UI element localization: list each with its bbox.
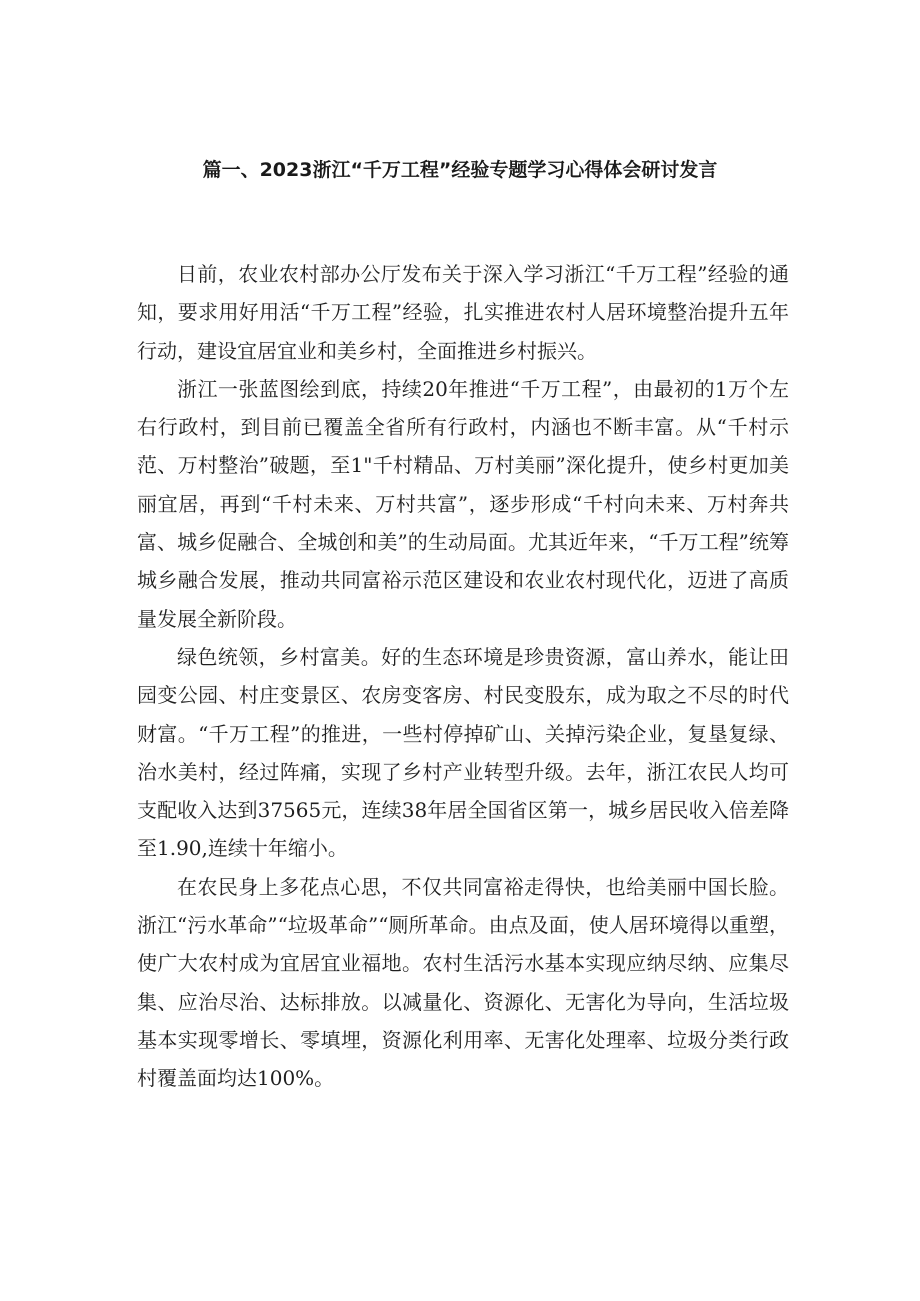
document-title: 篇一、2023浙江“千万工程”经验专题学习心得体会研讨发言 (202, 159, 718, 181)
paragraph-notice: 日前，农业农村部办公厅发布关于深入学习浙江“千万工程”经验的通知，要求用好用活“千万工程”经验，扎实推进农村人居环境整治提升五年行动，建设宜居宜业和美乡村，全面推进乡村振兴。 (137, 262, 789, 363)
paragraph-green-leadership: 绿色统领，乡村富美。好的生态环境是珍贵资源，富山养水，能让田园变公园、村庄变景区、农房变客房、村民变股东，成为取之不尽的时代财富。“千万工程”的推进，一些村停掉矿山、关掉污染企业，复垦复绿、治水美村，经过阵痛，实现了乡村产业转型升级。去年，浙江农民人均可支配收入达到37565元，连续38年居全国省区第一，城乡居民收入倍差降至1.90,连续十年缩小。 (137, 644, 789, 861)
paragraph-farmers: 在农民身上多花点心思，不仅共同富裕走得快，也给美丽中国长脸。浙江“污水革命”“垃圾革命”“厕所革命。由点及面，使人居环境得以重塑，使广大农村成为宜居宜业福地。农村生活污水基本实现应纳尽纳、应集尽集、应治尽治、达标排放。以减量化、资源化、无害化为导向，生活垃圾基本实现零增长、零填埋，资源化利用率、无害化处理率、垃圾分类行政村覆盖面均达100%。 (137, 874, 789, 1091)
document-body (137, 255, 789, 1098)
paragraph-blueprint: 浙江一张蓝图绘到底，持续20年推进“千万工程”，由最初的1万个左右行政村，到目前已覆盖全省所有行政村，内涵也不断丰富。从“千村示范、万村整治”破题，至1"千村精品、万村美丽”深化提升，使乡村更加美丽宜居，再到“千村未来、万村共富”，逐步形成“千村向未来、万村奔共富、城乡促融合、全城创和美”的生动局面。尤其近年来，“千万工程”统筹城乡融合发展，推动共同富裕示范区建设和农业农村现代化，迈进了高质量发展全新阶段。 (137, 376, 789, 631)
